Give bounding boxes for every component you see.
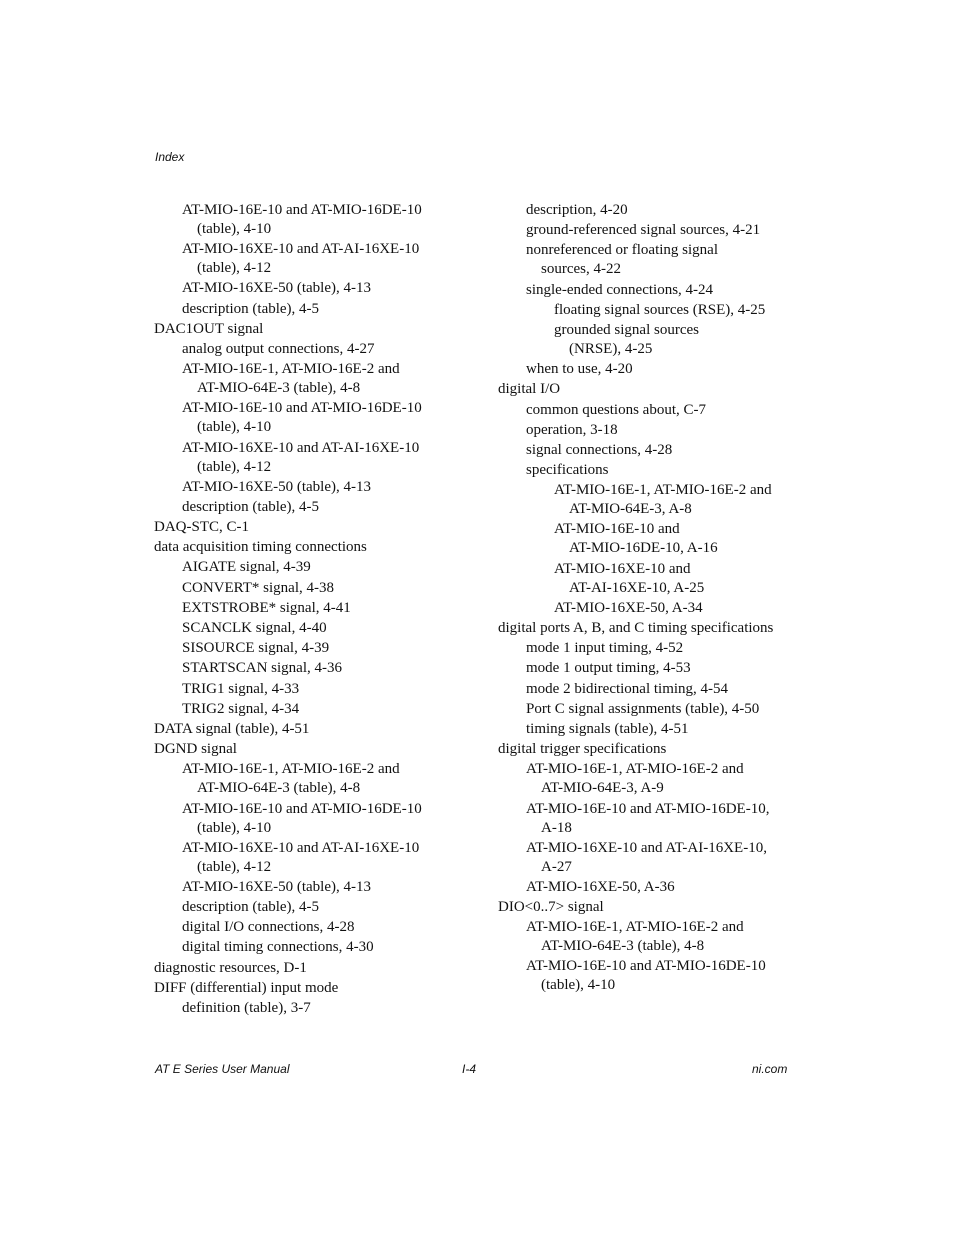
- index-entry-text: TRIG1 signal, 4-33: [182, 680, 300, 697]
- index-entry-text: Port C signal assignments (table), 4-50: [526, 700, 760, 717]
- index-entry: [154, 518, 474, 537]
- index-entry-continuation: (table), 4-12: [197, 458, 272, 475]
- index-entry: [154, 979, 474, 998]
- index-entry-text: DGND signal: [154, 741, 237, 758]
- index-entry: [498, 619, 798, 638]
- index-entry: [154, 439, 474, 477]
- index-entry-text: AT-MIO-16E-1, AT-MIO-16E-2 and: [526, 919, 744, 936]
- index-entry-text: CONVERT* signal, 4-38: [182, 579, 335, 596]
- index-entry-text: AT-MIO-16E-1, AT-MIO-16E-2 and: [182, 761, 400, 778]
- index-entry-text: specifications: [526, 462, 609, 479]
- index-entry-text: digital ports A, B, and C timing specifications: [498, 620, 774, 636]
- index-entry: [498, 878, 798, 897]
- index-entry-text: AIGATE signal, 4-39: [182, 559, 311, 576]
- index-entry: [154, 498, 474, 517]
- index-entry-text: DATA signal (table), 4-51: [154, 720, 310, 737]
- index-entry: [154, 659, 474, 678]
- index-entry: [498, 599, 798, 618]
- index-entry: [498, 639, 798, 658]
- index-entry-text: SCANCLK signal, 4-40: [182, 620, 327, 636]
- index-entry: [154, 720, 474, 739]
- index-entry-text: description (table), 4-5: [182, 300, 320, 317]
- index-entry-continuation: A-18: [541, 819, 572, 836]
- index-entry: [498, 760, 798, 798]
- index-entry-continuation: AT-MIO-64E-3 (table), 4-8: [197, 380, 361, 397]
- index-entry: [154, 579, 474, 598]
- index-entry-text: when to use, 4-20: [526, 361, 633, 378]
- index-entry: [498, 839, 798, 877]
- index-entry-text: analog output connections, 4-27: [182, 340, 375, 357]
- index-entry: [498, 957, 798, 995]
- index-entry: [498, 401, 798, 420]
- index-entry-continuation: (table), 4-12: [197, 260, 272, 277]
- index-entry: [154, 918, 474, 937]
- index-entry-text: digital I/O: [498, 381, 561, 398]
- index-entry-text: DAC1OUT signal: [154, 320, 264, 337]
- index-entry: [498, 281, 798, 300]
- index-entry: [154, 201, 474, 239]
- index-entry-text: AT-MIO-16E-10 and AT-MIO-16DE-10,: [526, 800, 770, 817]
- index-entry-text: AT-MIO-16XE-10 and AT-AI-16XE-10: [182, 439, 420, 456]
- index-entry: [154, 999, 474, 1018]
- footer-page-number: I-4: [462, 1062, 477, 1076]
- index-entry: [154, 839, 474, 877]
- index-entry-continuation: AT-AI-16XE-10, A-25: [569, 579, 705, 596]
- index-entry: [498, 201, 798, 220]
- index-entry-text: AT-MIO-16E-10 and AT-MIO-16DE-10: [526, 958, 766, 975]
- index-entry-text: AT-MIO-16E-10 and AT-MIO-16DE-10: [182, 202, 422, 218]
- index-entry: [154, 680, 474, 699]
- index-entry-text: AT-MIO-16XE-10 and AT-AI-16XE-10: [182, 241, 420, 258]
- index-entry: [498, 560, 798, 598]
- index-entry-text: common questions about, C-7: [526, 401, 706, 418]
- index-entry: [154, 959, 474, 978]
- index-entry-text: diagnostic resources, D-1: [154, 959, 307, 976]
- index-entry: [154, 760, 474, 798]
- index-entry: [154, 320, 474, 339]
- index-entry-text: mode 2 bidirectional timing, 4-54: [526, 680, 729, 697]
- index-entry-text: mode 1 input timing, 4-52: [526, 640, 684, 657]
- index-entry: [498, 720, 798, 739]
- index-entry-text: AT-MIO-16E-1, AT-MIO-16E-2 and: [182, 361, 400, 378]
- index-entry: [154, 538, 474, 557]
- index-entry: [154, 399, 474, 437]
- index-entry-continuation: AT-MIO-64E-3 (table), 4-8: [197, 780, 361, 797]
- index-entry-text: AT-MIO-16E-10 and: [554, 521, 680, 538]
- index-entry-text: DIFF (differential) input mode: [154, 979, 339, 996]
- index-entry: [498, 700, 798, 719]
- index-column-left: [154, 201, 474, 1019]
- index-entry-text: definition (table), 3-7: [182, 1000, 311, 1016]
- index-entry-continuation: (table), 4-10: [197, 819, 272, 836]
- index-entry-text: ground-referenced signal sources, 4-21: [526, 222, 761, 239]
- index-entry-text: AT-MIO-16E-1, AT-MIO-16E-2 and: [526, 761, 744, 778]
- index-entry-text: timing signals (table), 4-51: [526, 720, 689, 737]
- index-entry-continuation: (table), 4-10: [541, 977, 616, 994]
- index-entry-text: single-ended connections, 4-24: [526, 281, 714, 298]
- index-entry-text: EXTSTROBE* signal, 4-41: [182, 599, 351, 616]
- index-entry: [154, 898, 474, 917]
- index-entry-continuation: AT-MIO-64E-3 (table), 4-8: [541, 938, 705, 955]
- index-entry: [498, 918, 798, 956]
- index-entry-continuation: AT-MIO-64E-3, A-9: [541, 780, 664, 797]
- index-entry-continuation: sources, 4-22: [541, 261, 621, 278]
- index-entry: [498, 520, 798, 558]
- index-entry: [498, 800, 798, 838]
- index-entry-text: TRIG2 signal, 4-34: [182, 700, 300, 717]
- index-entry-text: AT-MIO-16XE-50, A-36: [526, 878, 675, 895]
- index-entry-text: AT-MIO-16XE-50, A-34: [554, 599, 703, 616]
- index-entry-text: data acquisition timing connections: [154, 539, 367, 556]
- index-entry: [498, 221, 798, 240]
- index-entry: [498, 481, 798, 519]
- index-entry: [498, 441, 798, 460]
- footer-manual-title: AT E Series User Manual: [155, 1062, 290, 1076]
- index-entry: [154, 639, 474, 658]
- index-entry: [498, 380, 798, 399]
- index-entry-continuation: (NRSE), 4-25: [569, 340, 653, 357]
- index-entry-text: AT-MIO-16XE-50 (table), 4-13: [182, 878, 371, 895]
- index-entry-text: signal connections, 4-28: [526, 441, 673, 458]
- index-entry-text: AT-MIO-16XE-50 (table), 4-13: [182, 478, 371, 495]
- index-entry-text: description (table), 4-5: [182, 899, 320, 916]
- index-entry: [154, 700, 474, 719]
- index-entry-text: SISOURCE signal, 4-39: [182, 640, 330, 657]
- index-entry-continuation: AT-MIO-16DE-10, A-16: [569, 540, 718, 557]
- index-entry: [154, 279, 474, 298]
- index-entry-text: AT-MIO-16E-10 and AT-MIO-16DE-10: [182, 400, 422, 417]
- index-entry-text: digital I/O connections, 4-28: [182, 919, 355, 936]
- index-entry-text: STARTSCAN signal, 4-36: [182, 660, 342, 677]
- index-entry-text: digital trigger specifications: [498, 741, 667, 758]
- index-entry-text: AT-MIO-16XE-10 and: [554, 560, 691, 577]
- index-entry-text: AT-MIO-16XE-10 and AT-AI-16XE-10,: [526, 839, 767, 856]
- index-entry-text: digital timing connections, 4-30: [182, 939, 374, 956]
- index-entry: [498, 898, 798, 917]
- index-entry: [154, 599, 474, 618]
- index-entry: [498, 241, 798, 279]
- index-entry: [154, 300, 474, 319]
- index-entry-text: grounded signal sources: [554, 321, 699, 338]
- index-entry-text: nonreferenced or floating signal: [526, 242, 719, 259]
- index-entry-continuation: AT-MIO-64E-3, A-8: [569, 501, 692, 518]
- index-entry: [154, 240, 474, 278]
- index-entry-text: AT-MIO-16E-1, AT-MIO-16E-2 and: [554, 482, 772, 499]
- index-entry: [154, 360, 474, 398]
- index-entry-text: AT-MIO-16XE-50 (table), 4-13: [182, 280, 371, 297]
- index-entry-text: DAQ-STC, C-1: [154, 519, 250, 536]
- index-entry: [154, 558, 474, 577]
- footer-website: ni.com: [752, 1062, 788, 1076]
- index-entry: [498, 740, 798, 759]
- index-entry-text: description (table), 4-5: [182, 498, 320, 515]
- index-entry: [498, 301, 798, 320]
- index-entry: [154, 740, 474, 759]
- index-entry: [154, 938, 474, 957]
- index-entry-text: mode 1 output timing, 4-53: [526, 660, 691, 677]
- index-entry-continuation: (table), 4-10: [197, 419, 272, 436]
- index-entry-continuation: (table), 4-12: [197, 858, 272, 875]
- index-entry: [154, 619, 474, 638]
- index-entry: [154, 878, 474, 897]
- running-header: Index: [155, 150, 185, 164]
- index-entry-text: description, 4-20: [526, 202, 628, 218]
- index-entry-text: AT-MIO-16E-10 and AT-MIO-16DE-10: [182, 800, 422, 817]
- index-entry: [498, 461, 798, 480]
- index-entry: [498, 360, 798, 379]
- index-entry-continuation: (table), 4-10: [197, 221, 272, 237]
- index-entry: [498, 421, 798, 440]
- index-entry-text: operation, 3-18: [526, 421, 618, 438]
- index-entry-text: DIO<0..7> signal: [498, 899, 604, 916]
- index-entry: [154, 340, 474, 359]
- index-entry-continuation: A-27: [541, 858, 572, 875]
- index-entry: [498, 680, 798, 699]
- index-column-right: [498, 201, 798, 997]
- index-entry: [498, 659, 798, 678]
- index-entry: [498, 321, 798, 359]
- index-entry-text: AT-MIO-16XE-10 and AT-AI-16XE-10: [182, 839, 420, 856]
- index-entry-text: floating signal sources (RSE), 4-25: [554, 301, 766, 318]
- index-entry: [154, 800, 474, 838]
- index-entry: [154, 478, 474, 497]
